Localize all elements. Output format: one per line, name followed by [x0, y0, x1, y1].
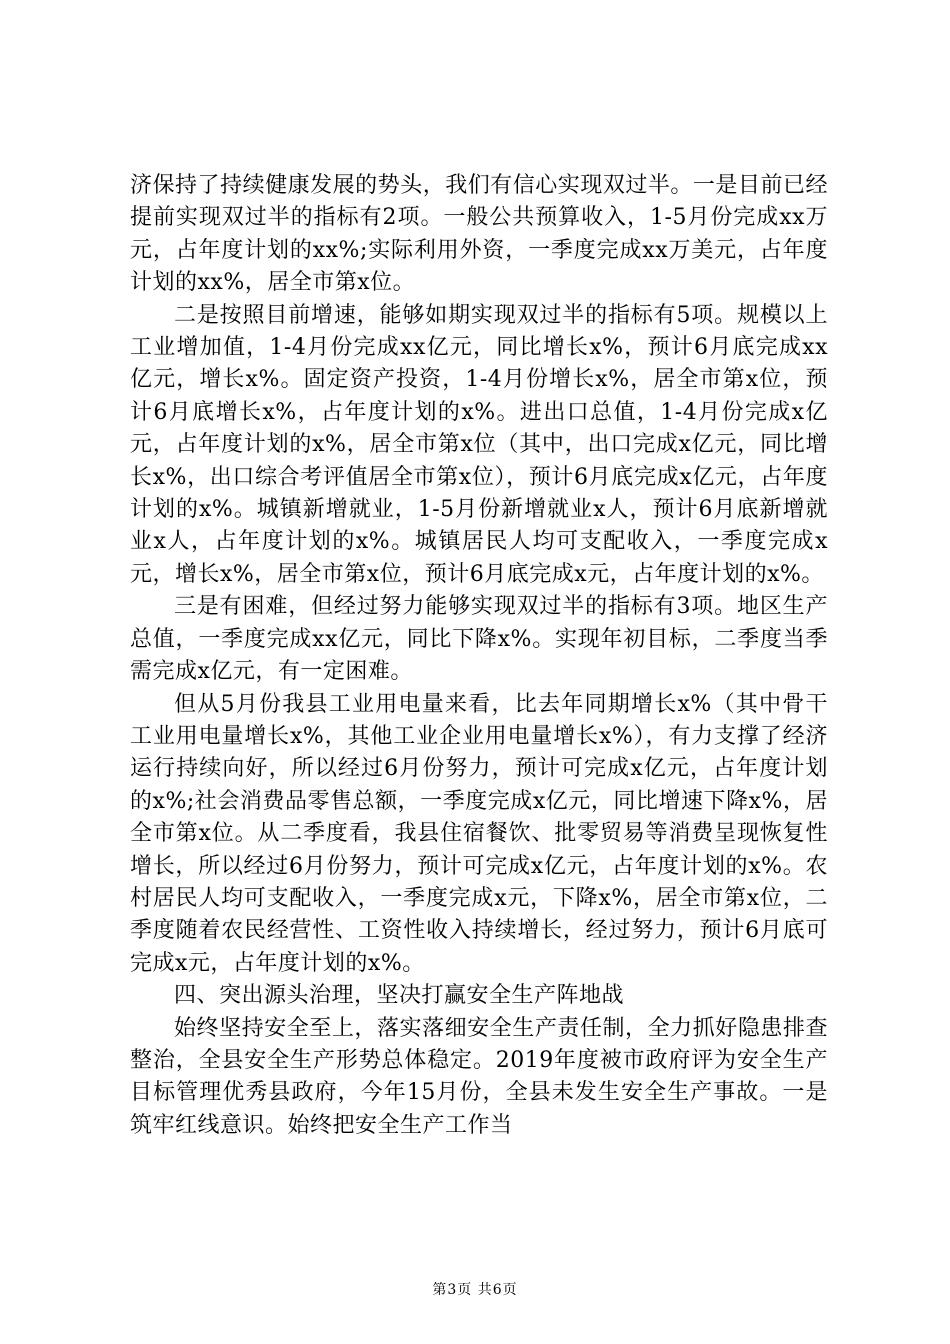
paragraph-item-two: 二是按照目前增速，能够如期实现双过半的指标有5项。规模以上工业增加值，1-4月份完成xx亿元，同比增长x%，预计6月底完成xx亿元，增长x%。固定资产投资，1-4月份增长x%，居全市第x位，预计6月底增长x%，占年度计划的x%。进出口总值，1-4月份完成x亿元，占年度计划的x%，居全市第x位（其中，出口完成x亿元，同比增长x%，出口综合考评值居全市第x位），预计6月底完成x亿元，占年度计划的x%。城镇新增就业，1-5月份新增就业x人，预计6月底新增就业x人，占年度计划的x%。城镇居民人均可支配收入，一季度完成x元，增长x%，居全市第x位，预计6月底完成x元，占年度计划的x%。	[130, 302, 828, 587]
paragraph-electricity: 但从5月份我县工业用电量来看，比去年同期增长x%（其中骨干工业用电量增长x%，其他工业企业用电量增长x%），有力支撑了经济运行持续向好，所以经过6月份努力，预计可完成x亿元，占年度计划的x%;社会消费品零售总额，一季度完成x亿元，同比增速下降x%，居全市第x位。从二季度看，我县住宿餐饮、批零贸易等消费呈现恢复性增长，所以经过6月份努力，预计可完成x亿元，占年度计划的x%。农村居民人均可支配收入，一季度完成x元，下降x%，居全市第x位，二季度随着农民经营性、工资性收入持续增长，经过努力，预计6月底可完成x元，占年度计划的x%。	[130, 691, 828, 976]
paragraph-item-three: 三是有困难，但经过努力能够实现双过半的指标有3项。地区生产总值，一季度完成xx亿元，同比下降x%。实现年初目标，二季度当季需完成x亿元，有一定困难。	[130, 594, 828, 685]
section-heading-four: 四、突出源头治理，坚决打赢安全生产阵地战	[174, 983, 625, 1009]
paragraph-continuation: 济保持了持续健康发展的势头，我们有信心实现双过半。一是目前已经提前实现双过半的指标有2项。一般公共预算收入，1-5月份完成xx万元，占年度计划的xx%;实际利用外资，一季度完成xx万美元，占年度计划的xx%，居全市第x位。	[130, 173, 828, 296]
page-footer: 第3页 共6页	[432, 1282, 518, 1298]
paragraph-safety: 始终坚持安全至上，落实落细安全生产责任制，全力抓好隐患排查整治，全县安全生产形势总体稳定。2019年度被市政府评为安全生产目标管理优秀县政府，今年15月份，全县未发生安全生产事故。一是筑牢红线意识。始终把安全生产工作当	[130, 1015, 828, 1138]
document-body	[130, 170, 828, 1142]
